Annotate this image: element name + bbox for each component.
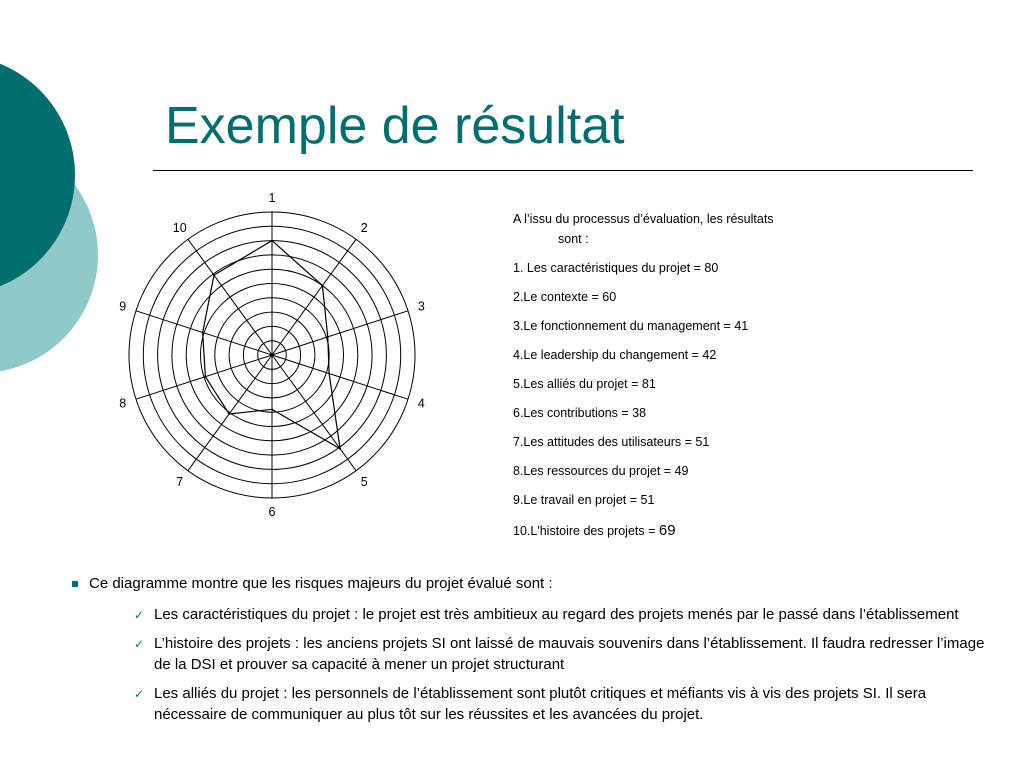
radar-spoke-7 (188, 355, 272, 471)
radar-point-2 (321, 285, 323, 287)
sub-bullet (70, 605, 1000, 626)
radar-axis-label-5: 5 (360, 475, 368, 490)
result-item-8: 8.Les ressources du projet = 49 (513, 464, 689, 478)
results-list (513, 212, 833, 551)
result-item-10-label: 10.L'histoire des projets = (513, 524, 659, 538)
radar-spoke-10 (188, 239, 272, 355)
radar-axis-label-1: 1 (268, 191, 276, 205)
checkmark-icon: ✓ (134, 607, 145, 622)
result-item-6: 6.Les contributions = 38 (513, 406, 647, 420)
radar-axis-label-9: 9 (119, 299, 127, 314)
result-item-3: 3.Le fonctionnement du management = 41 (513, 319, 749, 333)
radar-point-9 (202, 331, 204, 333)
radar-point-5 (339, 448, 341, 450)
result-item-7: 7.Les attitudes des utilisateurs = 51 (513, 435, 710, 449)
radar-series-line (203, 241, 340, 449)
radar-axis-label-7: 7 (176, 475, 184, 490)
results-intro (513, 212, 833, 247)
radar-point-6 (271, 408, 273, 410)
sub-bullet-text-1: Les caractéristiques du projet : le projet est très ambitieux au regard des projets menés par le passé dans l’établissement (154, 605, 959, 623)
sub-bullet-text-2: L’histoire des projets : les anciens projets SI ont laissé de mauvais souvenirs dans l’établissement. Il faudra redresser l’image de la DSI et prouver sa capacité à mener un projet structurant (154, 635, 985, 673)
sub-bullet (70, 684, 1000, 725)
square-bullet-icon (72, 581, 78, 587)
result-item-5: 5.Les alliés du projet = 81 (513, 377, 656, 391)
sub-bullet (70, 634, 1000, 675)
result-item-4: 4.Le leadership du changement = 42 (513, 348, 717, 362)
radar-point-1 (271, 240, 273, 242)
radar-point-7 (228, 413, 230, 415)
radar-axis-label-8: 8 (119, 396, 127, 411)
main-bullet-text: Ce diagramme montre que les risques majeurs du projet évalué sont : (89, 575, 553, 592)
conclusions (70, 574, 1000, 734)
radar-point-8 (204, 376, 206, 378)
radar-axis-label-2: 2 (360, 220, 368, 235)
radar-point-3 (327, 336, 329, 338)
main-bullet (70, 574, 1000, 595)
checkmark-icon: ✓ (134, 687, 145, 701)
radar-axis-label-4: 4 (417, 396, 425, 411)
result-item-9: 9.Le travail en projet = 51 (513, 493, 655, 507)
checkmark-icon: ✓ (134, 637, 145, 651)
radar-spoke-5 (272, 355, 356, 471)
radar-spokes (136, 212, 408, 498)
results-intro-line1: A l’issu du processus d’évaluation, les résultats (513, 212, 774, 226)
result-item-10-value: 69 (658, 522, 676, 539)
radar-axis-label-6: 6 (268, 505, 276, 519)
result-item-10 (513, 522, 833, 551)
sub-bullet-text-3: Les alliés du projet : les personnels de l’établissement sont plutôt critiques et méfiants vis à vis des projets SI. Il sera nécessaire de communiquer au plus tôt sur les réussites et les avancées du projet. (154, 685, 927, 723)
radar-axis-label-3: 3 (417, 299, 425, 314)
radar-spoke-2 (272, 239, 356, 355)
radar-point-4 (328, 373, 330, 375)
result-item-1: 1. Les caractéristiques du projet = 80 (513, 261, 719, 275)
radar-series (202, 240, 341, 450)
radar-point-10 (213, 274, 215, 276)
slide-title: Exemple de résultat (165, 97, 625, 155)
radar-chart (0, 0, 560, 520)
result-item-2: 2.Le contexte = 60 (513, 290, 617, 304)
results-intro-line2: sont : (558, 232, 589, 246)
radar-axis-label-10: 10 (172, 220, 187, 235)
